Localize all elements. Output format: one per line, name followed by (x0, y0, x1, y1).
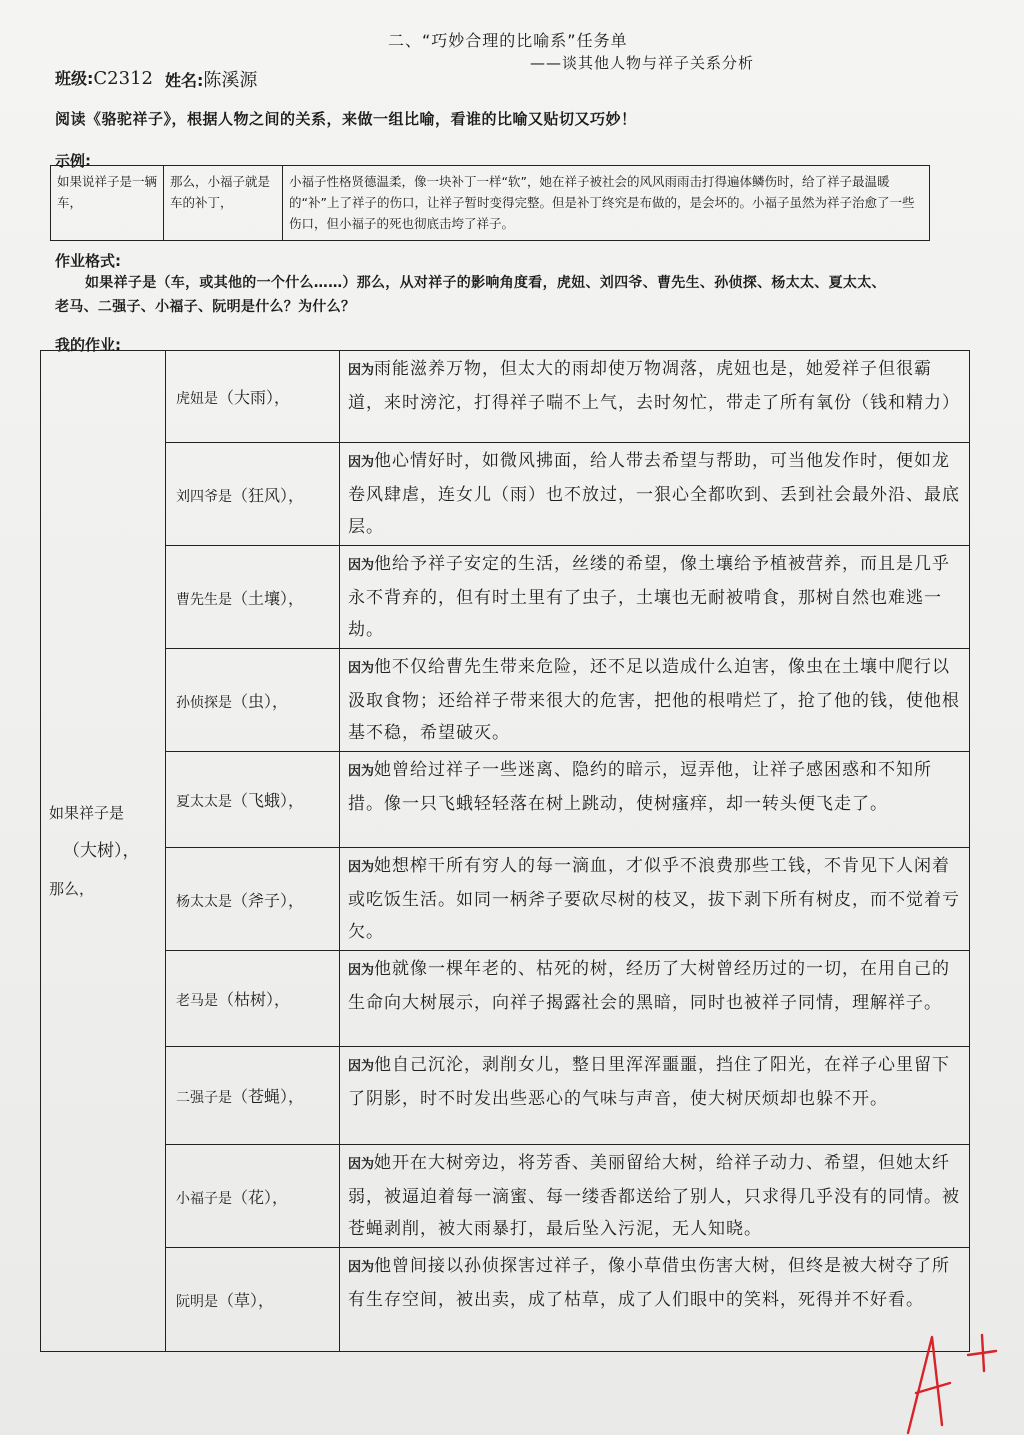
role-metaphor: （虫）， (232, 691, 289, 711)
because-prefix: 因为 (348, 363, 375, 378)
answer-cell (340, 443, 970, 546)
answer-cell (340, 351, 970, 443)
answer-cell (340, 752, 970, 848)
role-cell (166, 351, 340, 443)
answer-cell (340, 1248, 970, 1352)
role-name: 虎妞是 (176, 391, 218, 407)
answer-text: 他不仅给曹先生带来危险，还不足以造成什么迫害，像虫在土壤中爬行以汲取食物；还给祥子带来很大的危害，把他的根啃烂了，抢了他的钱，使他根基不稳，希望破灭。 (348, 657, 960, 743)
role-cell (166, 546, 340, 649)
example-table (50, 165, 930, 241)
because-prefix: 因为 (348, 963, 375, 978)
example-label: 示例: (55, 152, 91, 170)
role-cell (166, 951, 340, 1047)
table-row (41, 649, 970, 752)
because-prefix: 因为 (348, 1059, 375, 1074)
because-prefix: 因为 (348, 764, 375, 779)
name-label: 姓名: (165, 71, 204, 90)
because-prefix: 因为 (348, 1260, 375, 1275)
role-name: 杨太太是 (176, 893, 232, 910)
answer-cell (340, 546, 970, 649)
answer-text: 他就像一棵年老的、枯死的树，经历了大树曾经历过的一切，在用自己的生命向大树展示，向祥子揭露社会的黑暗，同时也被祥子同情，理解祥子。 (348, 959, 951, 1013)
table-row (41, 1248, 970, 1352)
table-row (41, 443, 970, 546)
premise-cell (41, 351, 166, 1352)
class-value: C2312 (93, 68, 153, 89)
table-row (41, 1047, 970, 1145)
role-metaphor: （狂风）， (232, 485, 305, 505)
answer-cell (340, 1145, 970, 1248)
answer-cell (340, 1047, 970, 1145)
homework-table (40, 350, 970, 1352)
table-row (41, 546, 970, 649)
role-name: 曹先生是 (176, 591, 232, 608)
role-metaphor: （花）， (232, 1187, 289, 1207)
role-metaphor: （苍蝇）， (232, 1087, 305, 1106)
reading-instruction: 阅读《骆驼祥子》，根据人物之间的关系，来做一组比喻，看谁的比喻又贴切又巧妙！ (55, 110, 637, 128)
class-label: 班级: (55, 69, 94, 88)
role-name: 二强子是 (176, 1090, 232, 1106)
example-cell-premise: 如果说祥子是一辆车， (51, 166, 164, 241)
role-cell (166, 1047, 340, 1145)
answer-cell (340, 951, 970, 1047)
format-text-line1: 如果祥子是（车，或其他的一个什么……）那么，从对祥子的影响角度看，虎妞、刘四爷、曹先生、孙侦探、杨太太、夏太太、 (85, 275, 886, 291)
grade-mark (900, 1325, 1010, 1435)
role-cell (166, 443, 340, 546)
premise-value: （大树）， (63, 841, 140, 861)
role-metaphor: （斧子）， (232, 890, 305, 910)
role-name: 老马是 (176, 993, 218, 1009)
table-row (41, 848, 970, 951)
role-cell (166, 1248, 340, 1352)
answer-text: 雨能滋养万物，但太大的雨却使万物凋落，虎妞也是，她爱祥子但很霸道，来时滂沱，打得祥子喘不上气，去时匆忙，带走了所有氧份（钱和精力） (348, 359, 960, 413)
role-cell (166, 752, 340, 848)
role-name: 小福子是 (176, 1190, 232, 1207)
because-prefix: 因为 (348, 1157, 375, 1172)
answer-text: 他心情好时，如微风拂面，给人带去希望与帮助，可当他发作时，便如龙卷风肆虐，连女儿（雨）也不放过，一狠心全都吹到、丢到社会最外沿、最底层。 (348, 451, 960, 537)
name-field (165, 66, 257, 92)
role-metaphor: （枯树）， (218, 990, 291, 1009)
role-cell (166, 1145, 340, 1248)
role-name: 夏太太是 (176, 794, 232, 810)
table-row (41, 752, 970, 848)
table-row (41, 351, 970, 443)
class-field (55, 66, 153, 89)
worksheet-subtitle: ——谈其他人物与祥子关系分析 (530, 54, 755, 72)
because-prefix: 因为 (348, 558, 375, 573)
role-name: 孙侦探是 (176, 694, 232, 711)
answer-text: 她开在大树旁边，将芳香、美丽留给大树，给祥子动力、希望，但她太纤弱，被逼迫着每一滴蜜、每一缕香都送给了别人，只求得几乎没有的同情。被苍蝇剥削，被大雨暴打，最后坠入污泥，无人知晓。 (348, 1153, 960, 1239)
role-metaphor: （草）， (218, 1291, 275, 1310)
because-prefix: 因为 (348, 661, 375, 676)
answer-text: 他曾间接以孙侦探害过祥子，像小草借虫伤害大树，但终是被大树夺了所有生存空间，被出卖，成了枯草，成了人们眼中的笑料，死得并不好看。 (348, 1256, 951, 1310)
format-label: 作业格式: (55, 252, 121, 270)
worksheet-title: 二、“巧妙合理的比喻系”任务单 (388, 31, 628, 50)
role-metaphor: （大雨）， (218, 388, 291, 407)
example-cell-explanation: 小福子性格贤德温柔，像一块补丁一样“软”，她在祥子被社会的风风雨雨击打得遍体鳞伤时，给了祥子最温暖的“补”上了祥子的伤口，让祥子暂时变得完整。但是补丁终究是布做的，是会坏的。小福子虽然为祥子治愈了一些伤口，但小福子的死也彻底击垮了祥子。 (283, 166, 930, 241)
role-metaphor: （土壤）， (232, 588, 305, 608)
premise-prefix: 如果祥子是 (49, 804, 125, 822)
name-value: 陈溪源 (203, 70, 258, 91)
answer-cell (340, 848, 970, 951)
answer-text: 她曾给过祥子一些迷离、隐约的暗示，逗弄他，让祥子感困惑和不知所措。像一只飞蛾轻轻落在树上跳动，使树瘙痒，却一转头便飞走了。 (348, 760, 933, 814)
role-cell (166, 649, 340, 752)
because-prefix: 因为 (348, 860, 375, 875)
answer-text: 她想榨干所有穷人的每一滴血，才似乎不浪费那些工钱，不肯见下人闲着或吃饭生活。如同一柄斧子要砍尽树的枝叉，拔下剥下所有树皮，而不觉着亏欠。 (348, 856, 960, 942)
role-metaphor: （飞蛾）， (232, 791, 305, 810)
format-text-line2: 老马、二强子、小福子、阮明是什么？为什么？ (55, 299, 356, 315)
homework-label: 我的作业: (55, 336, 121, 354)
table-row (41, 1145, 970, 1248)
premise-suffix: 那么， (49, 880, 95, 898)
answer-cell (340, 649, 970, 752)
role-name: 阮明是 (176, 1294, 218, 1310)
example-cell-metaphor: 那么，小福子就是车的补丁， (164, 166, 283, 241)
answer-text: 他自己沉沦，剥削女儿，整日里浑浑噩噩，挡住了阳光，在祥子心里留下了阴影，时不时发出些恶心的气味与声音，使大树厌烦却也躲不开。 (348, 1055, 951, 1109)
role-name: 刘四爷是 (176, 488, 232, 505)
answer-text: 他给予祥子安定的生活，丝缕的希望，像土壤给予植被营养，而且是几乎永不背弃的，但有时土里有了虫子，土壤也无耐被啃食，那树自然也难逃一劫。 (348, 554, 951, 640)
table-row (41, 951, 970, 1047)
because-prefix: 因为 (348, 455, 375, 470)
role-cell (166, 848, 340, 951)
